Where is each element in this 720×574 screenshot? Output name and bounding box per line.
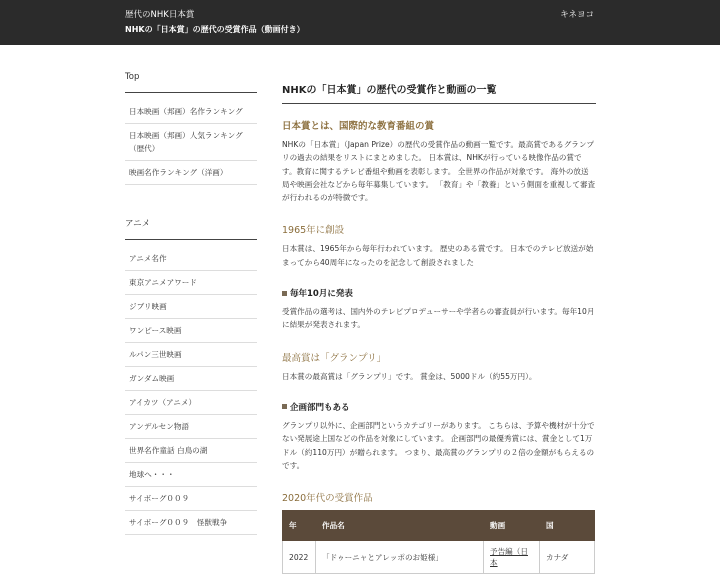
- sidebar-item-cyborg-009-monster-war[interactable]: サイボーグ００９ 怪獣戦争: [125, 511, 257, 535]
- section-heading-announce: [282, 287, 596, 299]
- section-text-announce: 受賞作品の選考は、国内外のテレビプロデューサーや学者らの審査員が行います。毎年10月に結果が発表されます。: [282, 307, 595, 330]
- nav-link-kineyoko[interactable]: キネヨコ: [560, 10, 594, 20]
- section-planning: [282, 401, 596, 472]
- section-heading-founded: 1965年に創設: [282, 225, 345, 237]
- sidebar: [125, 45, 257, 535]
- section-heading-2020s: 2020年代の受賞作品: [282, 493, 373, 505]
- section-announce: [282, 287, 596, 332]
- sidebar-item-lupin[interactable]: ルパン三世映画: [125, 343, 257, 367]
- cell-year: 2022: [283, 541, 316, 574]
- sidebar-section-title-top: Top: [125, 72, 257, 93]
- column-header-year: 年: [283, 511, 316, 541]
- section-about: [282, 118, 596, 204]
- column-header-video: 動画: [484, 511, 540, 541]
- square-bullet-icon: [282, 291, 287, 296]
- square-bullet-icon: [282, 404, 287, 409]
- sidebar-item-gundam[interactable]: ガンダム映画: [125, 367, 257, 391]
- cell-video: [484, 541, 540, 574]
- section-text-founded: 日本賞は、1965年から毎年行われています。 歴史のある賞です。 日本でのテレビ放送が始まってから40周年になったのを記念して創設されました: [282, 244, 594, 267]
- sidebar-item-ghibli[interactable]: ジブリ映画: [125, 295, 257, 319]
- section-grand-prix: [282, 350, 596, 383]
- table-header-row: [283, 511, 595, 541]
- column-header-title: 作品名: [316, 511, 484, 541]
- sidebar-item-cyborg-009[interactable]: サイボーグ００９: [125, 487, 257, 511]
- sidebar-item-japanese-classics-ranking[interactable]: 日本映画（邦画）名作ランキング: [125, 100, 257, 124]
- planning-heading-text: 企画部門もある: [290, 402, 350, 413]
- top-header: [0, 0, 720, 45]
- sidebar-item-japanese-popular-ranking[interactable]: 日本映画（邦画）人気ランキング（歴代）: [125, 124, 257, 161]
- column-header-country: 国: [540, 511, 595, 541]
- section-founded: [282, 222, 596, 269]
- winners-table: [282, 510, 595, 574]
- sidebar-item-toward-the-terra[interactable]: 地球へ・・・: [125, 463, 257, 487]
- sidebar-item-swan-lake[interactable]: 世界名作童話 白鳥の湖: [125, 439, 257, 463]
- site-title[interactable]: 歴代のNHK日本賞: [125, 10, 195, 20]
- sidebar-list-anime: [125, 247, 257, 535]
- section-heading-planning: [282, 401, 596, 413]
- sidebar-list-top: [125, 100, 257, 185]
- cell-country: カナダ: [540, 541, 595, 574]
- main-content: [282, 45, 596, 574]
- section-text-about: NHKの「日本賞」（Japan Prize）の歴代の受賞作品の動画一覧です。最高賞であるグランプリの過去の結果をリストにまとめました。 日本賞は、NHKが行っている映像作品の賞です。教育に関するテレビ番組や動画を表彰します。 全世界の作品が対象です。 海外の放送局や映画会社などから毎年募集しています。 「教育」や「教養」という側面を重視して審査が行われるのが特徴です。: [282, 140, 596, 203]
- announce-heading-text: 毎年10月に発表: [290, 289, 353, 300]
- trailer-link[interactable]: 予告編（日本: [490, 547, 528, 568]
- table-row: [283, 541, 595, 574]
- sidebar-item-aikatsu[interactable]: アイカツ（アニメ）: [125, 391, 257, 415]
- site-description: NHKの「日本賞」の歴代の受賞作品（動画付き）: [125, 25, 305, 34]
- sidebar-item-tokyo-anime-award[interactable]: 東京アニメアワード: [125, 271, 257, 295]
- section-heading-about: 日本賞とは、国際的な教育番組の賞: [282, 121, 435, 132]
- cell-title: 「ドゥーニャとアレッポのお姫様」: [316, 541, 484, 574]
- sidebar-section-title-anime: アニメ: [125, 217, 257, 240]
- sidebar-item-one-piece[interactable]: ワンピース映画: [125, 319, 257, 343]
- sidebar-item-anime-classics[interactable]: アニメ名作: [125, 247, 257, 271]
- sidebar-item-western-classics-ranking[interactable]: 映画名作ランキング（洋画）: [125, 161, 257, 185]
- section-text-grand-prix: 日本賞の最高賞は「グランプリ」です。 賞金は、5000ドル（約55万円）。: [282, 371, 537, 381]
- sidebar-item-andersen[interactable]: アンデルセン物語: [125, 415, 257, 439]
- section-heading-grand-prix: 最高賞は「グランプリ」: [282, 352, 387, 364]
- section-text-planning: グランプリ以外に、企画部門というカテゴリーがあります。 こちらは、予算や機材が十分でない発展途上国などの作品を対象にしています。 企画部門の最優秀賞には、賞金として1万ドル（約110万円）が贈られます。 つまり、最高賞のグランプリの２倍の金額がもらえるのです。: [282, 420, 595, 470]
- page-title: NHKの「日本賞」の歴代の受賞作と動画の一覧: [282, 81, 596, 104]
